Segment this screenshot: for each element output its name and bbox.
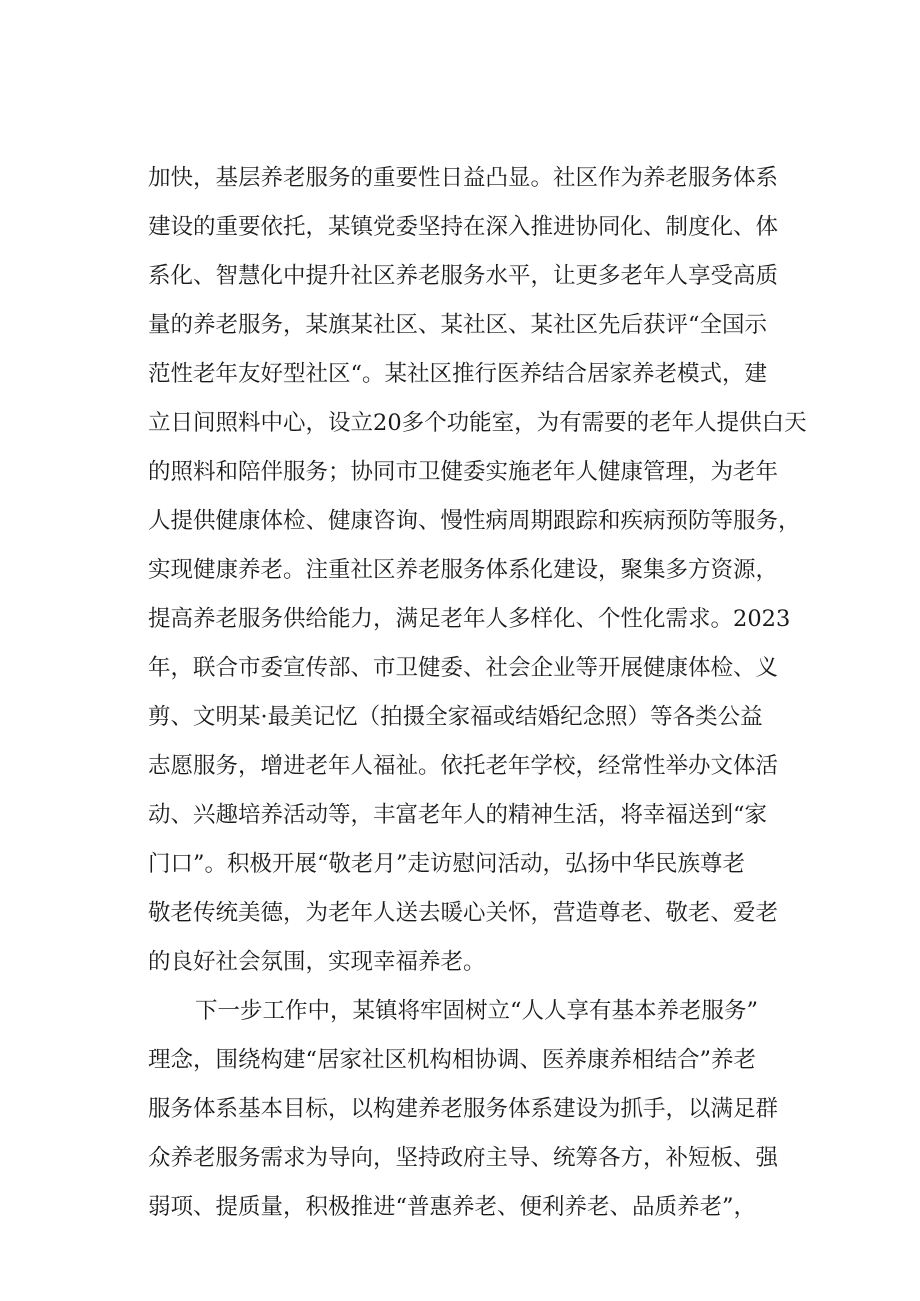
- text-line: 的照料和陪伴服务；协同市卫健委实施老年人健康管理，为老年: [148, 459, 779, 485]
- text-line: 量的养老服务，某旗某社区、某社区、某社区先后获评“全国示: [148, 312, 768, 338]
- text-line: 年，联合市委宣传部、市卫健委、社会企业等开展健康体检、义: [148, 655, 779, 681]
- text-line: 的良好社会氛围，实现幸福养老。: [148, 949, 486, 975]
- text-line: 人提供健康体检、健康咨询、慢性病周期跟踪和疾病预防等服务，: [148, 508, 801, 534]
- text-line: 提高养老服务供给能力，满足老年人多样化、个性化需求。2023: [148, 606, 791, 632]
- text-line: 剪、文明某·最美记忆（拍摄全家福或结婚纪念照）等各类公益: [148, 704, 763, 730]
- body-text: [148, 154, 808, 1232]
- text-line: 敬老传统美德，为老年人送去暖心关怀，营造尊老、敬老、爱老: [148, 900, 779, 926]
- text-line: 加快，基层养老服务的重要性日益凸显。社区作为养老服务体系: [148, 165, 779, 191]
- text-line: 实现健康养老。注重社区养老服务体系化建设，聚集多方资源，: [148, 557, 779, 583]
- paragraph-1: [148, 154, 808, 987]
- text-line: 范性老年友好型社区“。某社区推行医养结合居家养老模式，建: [148, 361, 768, 387]
- text-line: 动、兴趣培养活动等，丰富老年人的精神生活，将幸福送到“家: [148, 802, 768, 828]
- text-line: 服务体系基本目标，以构建养老服务体系建设为抓手，以满足群: [148, 1096, 779, 1122]
- text-line: 志愿服务，增进老年人福祉。依托老年学校，经常性举办文体活: [148, 753, 779, 779]
- text-line: 下一步工作中，某镇将牢固树立“人人享有基本养老服务”: [195, 998, 759, 1024]
- text-line: 弱项、提质量，积极推进“普惠养老、便利养老、品质养老”，: [148, 1194, 757, 1220]
- text-line: 立日间照料中心，设立20多个功能室，为有需要的老年人提供白天: [148, 410, 807, 436]
- text-line: 众养老服务需求为导向，坚持政府主导、统筹各方，补短板、强: [148, 1145, 779, 1171]
- paragraph-2: [148, 987, 808, 1232]
- text-line: 理念，围绕构建“居家社区机构相协调、医养康养相结合”养老: [148, 1047, 757, 1073]
- text-line: 系化、智慧化中提升社区养老服务水平，让更多老年人享受高质: [148, 263, 779, 289]
- text-line: 门口”。积极开展“敬老月”走访慰问活动，弘扬中华民族尊老: [148, 851, 746, 877]
- text-line: 建设的重要依托，某镇党委坚持在深入推进协同化、制度化、体: [148, 214, 779, 240]
